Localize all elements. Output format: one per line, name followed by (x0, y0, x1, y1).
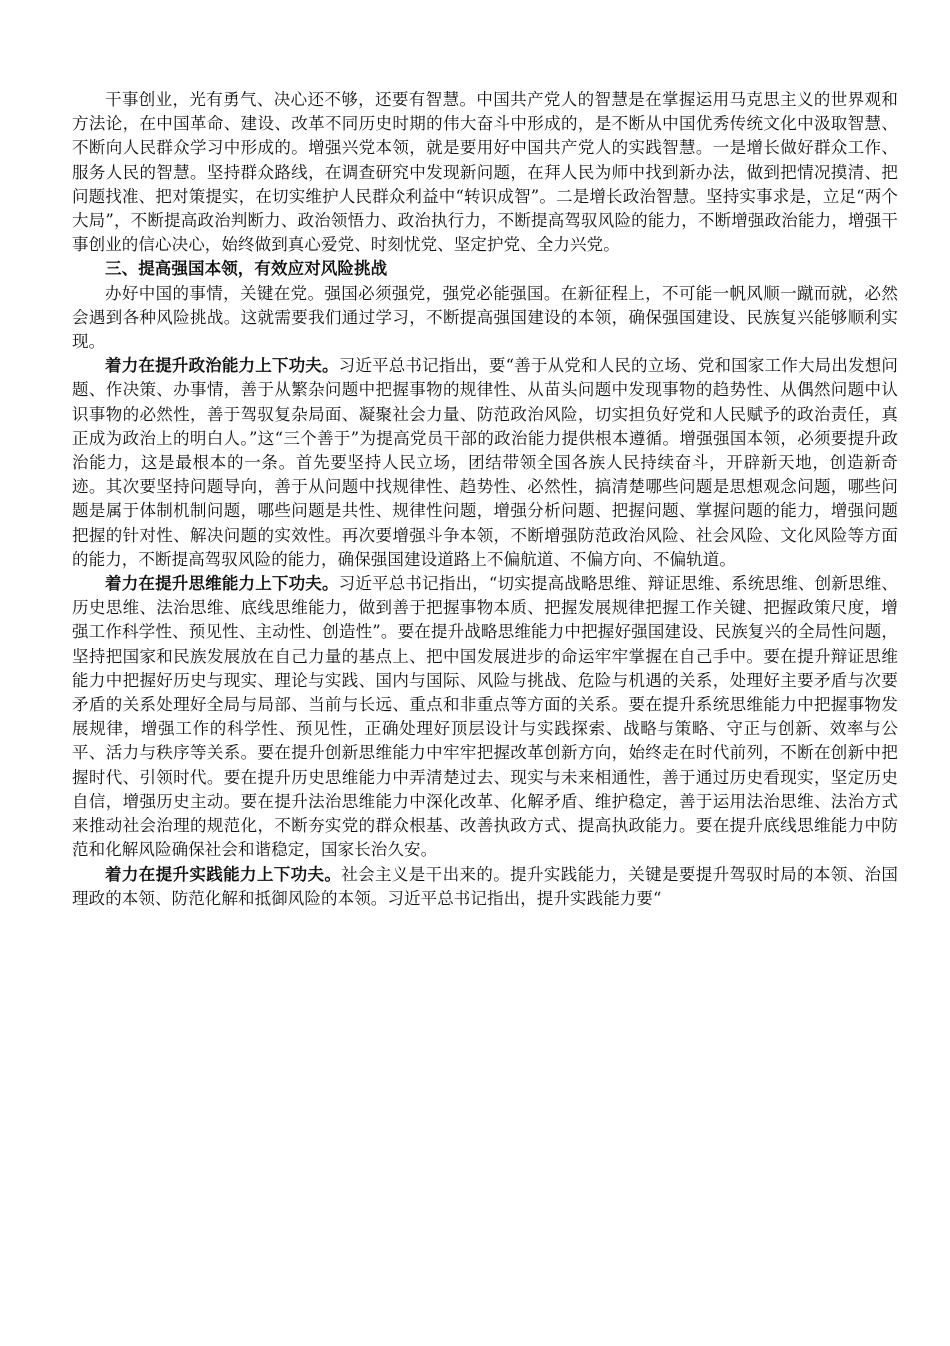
paragraph-thinking-ability (72, 572, 898, 862)
paragraph-wisdom: 干事创业，光有勇气、决心还不够，还要有智慧。中国共产党人的智慧是在掌握运用马克思主义的世界观和方法论，在中国革命、建设、改革不同历史时期的伟大奋斗中形成的，是不断从中国优秀传统文化中汲取智慧、不断向人民群众学习中形成的。增强兴党本领，就是要用好中国共产党人的实践智慧。一是增长做好群众工作、服务人民的智慧。坚持群众路线，在调查研究中发现新问题，在拜人民为师中找到新办法，做到把情况摸清、把问题找准、把对策提实，在切实维护人民群众利益中“转识成智”。二是增长政治智慧。坚持实事求是，立足“两个大局”，不断提高政治判断力、政治领悟力、政治执行力，不断提高驾驭风险的能力，不断增强政治能力，增强干事创业的信心决心，始终做到真心爱党、时刻忧党、坚定护党、全力兴党。 (72, 90, 898, 255)
paragraph-body-practice: 社会主义是干出来的。提升实践能力，关键是要提升驾驭时局的本领、治国理政的本领、防范化解和抵御风险的本领。习近平总书记指出，提升实践能力要“ (72, 864, 898, 908)
paragraph-lead-political: 着力在提升政治能力上下功夫。 (105, 356, 339, 376)
section-heading-3: 三、提高强国本领，有效应对风险挑战 (105, 259, 388, 279)
paragraph-practice-ability (72, 863, 898, 911)
document-page (72, 88, 898, 911)
paragraph-body-political: 习近平总书记指出，要“善于从党和人民的立场、党和国家工作大局出发想问题、作决策、办事情，善于从繁杂问题中把握事物的规律性、从苗头问题中发现事物的趋势性、从偶然问题中认识事物的必然性，善于驾驭复杂局面、凝聚社会力量、防范政治风险，切实担负好党和人民赋予的政治责任，真正成为政治上的明白人。”这“三个善于”为提高党员干部的政治能力提供根本遵循。增强强国本领，必须要提升政治能力，这是最根本的一条。首先要坚持人民立场，团结带领全国各族人民持续奋斗，开辟新天地，创造新奇迹。其次要坚持问题导向，善于从问题中找规律性、趋势性、必然性，搞清楚哪些问题是思想观念问题，哪些问题是属于体制机制问题，哪些问题是共性、规律性问题，增强分析问题、把握问题、掌握问题的能力，增强问题把握的针对性、解决问题的实效性。再次要增强斗争本领，不断增强防范政治风险、社会风险、文化风险等方面的能力，不断提高驾驭风险的能力，确保强国建设道路上不偏航道、不偏方向、不偏轨道。 (72, 356, 898, 569)
paragraph-lead-practice: 着力在提升实践能力上下功夫。 (105, 864, 342, 884)
paragraph-intro-section-3: 办好中国的事情，关键在党。强国必须强党，强党必能强国。在新征程上，不可能一帆风顺一蹴而就，必然会遇到各种风险挑战。这就需要我们通过学习，不断提高强国建设的本领，确保强国建设、民族复兴能够顺利实现。 (72, 283, 898, 352)
paragraph-political-ability (72, 354, 898, 572)
paragraph-lead-thinking: 着力在提升思维能力上下功夫。 (105, 574, 339, 594)
paragraph-body-thinking: 习近平总书记指出，“切实提高战略思维、辩证思维、系统思维、创新思维、历史思维、法治思维、底线思维能力，做到善于把握事物本质、把握发展规律把握工作关键、把握政策尺度，增强工作科学性、预见性、主动性、创造性”。要在提升战略思维能力中把握好强国建设、民族复兴的全局性问题，坚持把国家和民族发展放在自己力量的基点上、把中国发展进步的命运牢牢掌握在自己手中。要在提升辩证思维能力中把握好历史与现实、理论与实践、国内与国际、风险与挑战、危险与机遇的关系，处理好主要矛盾与次要矛盾的关系处理好全局与局部、当前与长远、重点和非重点等方面的关系。要在提升系统思维能力中把握事物发展规律，增强工作的科学性、预见性，正确处理好顶层设计与实践探索、战略与策略、守正与创新、效率与公平、活力与秩序等关系。要在提升创新思维能力中牢牢把握改革创新方向，始终走在时代前列，不断在创新中把握时代、引领时代。要在提升历史思维能力中弄清楚过去、现实与未来相通性，善于通过历史看现实，坚定历史自信，增强历史主动。要在提升法治思维能力中深化改革、化解矛盾、维护稳定，善于运用法治思维、法治方式来推动社会治理的规范化，不断夯实党的群众根基、改善执政方式、提高执政能力。要在提升底线思维能力中防范和化解风险确保社会和谐稳定，国家长治久安。 (72, 574, 898, 860)
